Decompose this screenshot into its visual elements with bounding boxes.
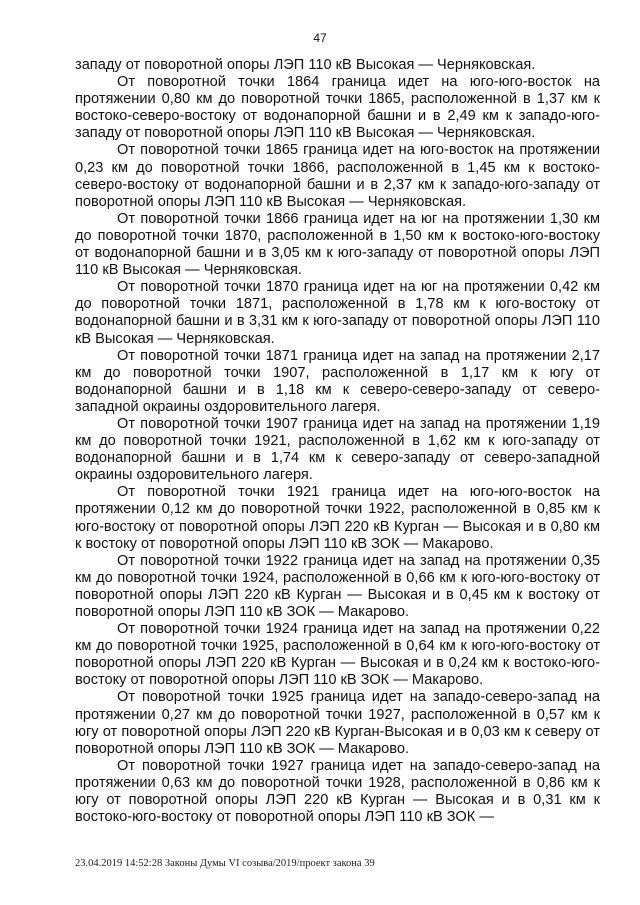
paragraph: От поворотной точки 1871 граница идет на запад на протяжении 2,17 км до поворотной точки 1907, расположенной в 1,17 км к югу от водонапорной башни и в 1,18 км к северо-северо-западу от северо-западной окраины оздоровительного лагеря. — [75, 347, 600, 415]
paragraph: От поворотной точки 1907 граница идет на запад на протяжении 1,19 км до поворотной точки 1921, расположенной в 1,62 км к юго-западу от водонапорной башни и в 1,74 км к северо-западу от северо-западной окраины оздоровительного лагеря. — [75, 415, 600, 484]
document-body — [75, 57, 600, 826]
paragraph: От поворотной точки 1870 граница идет на юг на протяжении 0,42 км до поворотной точки 1871, расположенной в 1,78 км к юго-востоку от водонапорной башни и в 3,31 км к юго-западу от поворотной опоры ЛЭП 110 кВ Высокая — Черняковская. — [75, 279, 600, 347]
page-number: 47 — [313, 31, 327, 45]
paragraph: От поворотной точки 1864 граница идет на юго-юго-восток на протяжении 0,80 км до поворотной точки 1865, расположенной в 1,37 км к востоко-северо-востоку от водонапорной башни и в 2,49 км к западо-юго-западу от поворотной опоры ЛЭП 110 кВ Высокая — Черняковская. — [75, 74, 600, 142]
paragraph: От поворотной точки 1866 граница идет на юг на протяжении 1,30 км до поворотной точки 1870, расположенной в 1,50 км к востоко-юго-востоку от водонапорной башни и в 3,05 км к юго-западу от поворотной опоры ЛЭП 110 кВ Высокая — Черняковская. — [75, 210, 600, 279]
paragraph: От поворотной точки 1865 граница идет на юго-восток на протяжении 0,23 км до поворотной точки 1866, расположенной в 1,45 км к востоко-северо-востоку от водонапорной башни и в 2,37 км к западо-юго-западу от поворотной опоры ЛЭП 110 кВ Высокая — Черняковская. — [75, 142, 600, 210]
paragraph: От поворотной точки 1927 граница идет на западо-северо-запад на протяжении 0,63 км до поворотной точки 1928, расположенной в 0,86 км к югу от поворотной опоры ЛЭП 220 кВ Курган — Высокая и в 0,31 км к востоко-юго-востоку от поворотной опоры ЛЭП 110 кВ ЗОК — — [75, 757, 600, 826]
paragraph: От поворотной точки 1924 граница идет на запад на протяжении 0,22 км до поворотной точки 1925, расположенной в 0,64 км к юго-юго-востоку от поворотной опоры ЛЭП 220 кВ Курган — Высокая и в 0,24 км к востоко-юго-востоку от поворотной опоры ЛЭП 110 кВ ЗОК — Макарово. — [75, 621, 600, 689]
paragraph: От поворотной точки 1922 граница идет на запад на протяжении 0,35 км до поворотной точки 1924, расположенной в 0,66 км к юго-юго-востоку от поворотной опоры ЛЭП 220 кВ Курган — Высокая и в 0,45 км к востоку от поворотной опоры ЛЭП 110 кВ ЗОК — Макарово. — [75, 552, 600, 620]
document-footer: 23.04.2019 14:52:28 Законы Думы VI созыва/2019/проект закона 39 — [75, 858, 375, 869]
paragraph: От поворотной точки 1921 граница идет на юго-юго-восток на протяжении 0,12 км до поворотной точки 1922, расположенной в 0,85 км к юго-востоку от поворотной опоры ЛЭП 220 кВ Курган — Высокая и в 0,80 км к востоку от поворотной опоры ЛЭП 110 кВ ЗОК — Макарово. — [75, 484, 600, 552]
paragraph: От поворотной точки 1925 граница идет на западо-северо-запад на протяжении 0,27 км до поворотной точки 1927, расположенной в 0,57 км к югу от поворотной опоры ЛЭП 220 кВ Курган-Высокая и в 0,03 км к северу от поворотной опоры ЛЭП 110 кВ ЗОК — Макарово. — [75, 689, 600, 757]
paragraph-continuation: западу от поворотной опоры ЛЭП 110 кВ Высокая — Черняковская. — [75, 57, 536, 73]
